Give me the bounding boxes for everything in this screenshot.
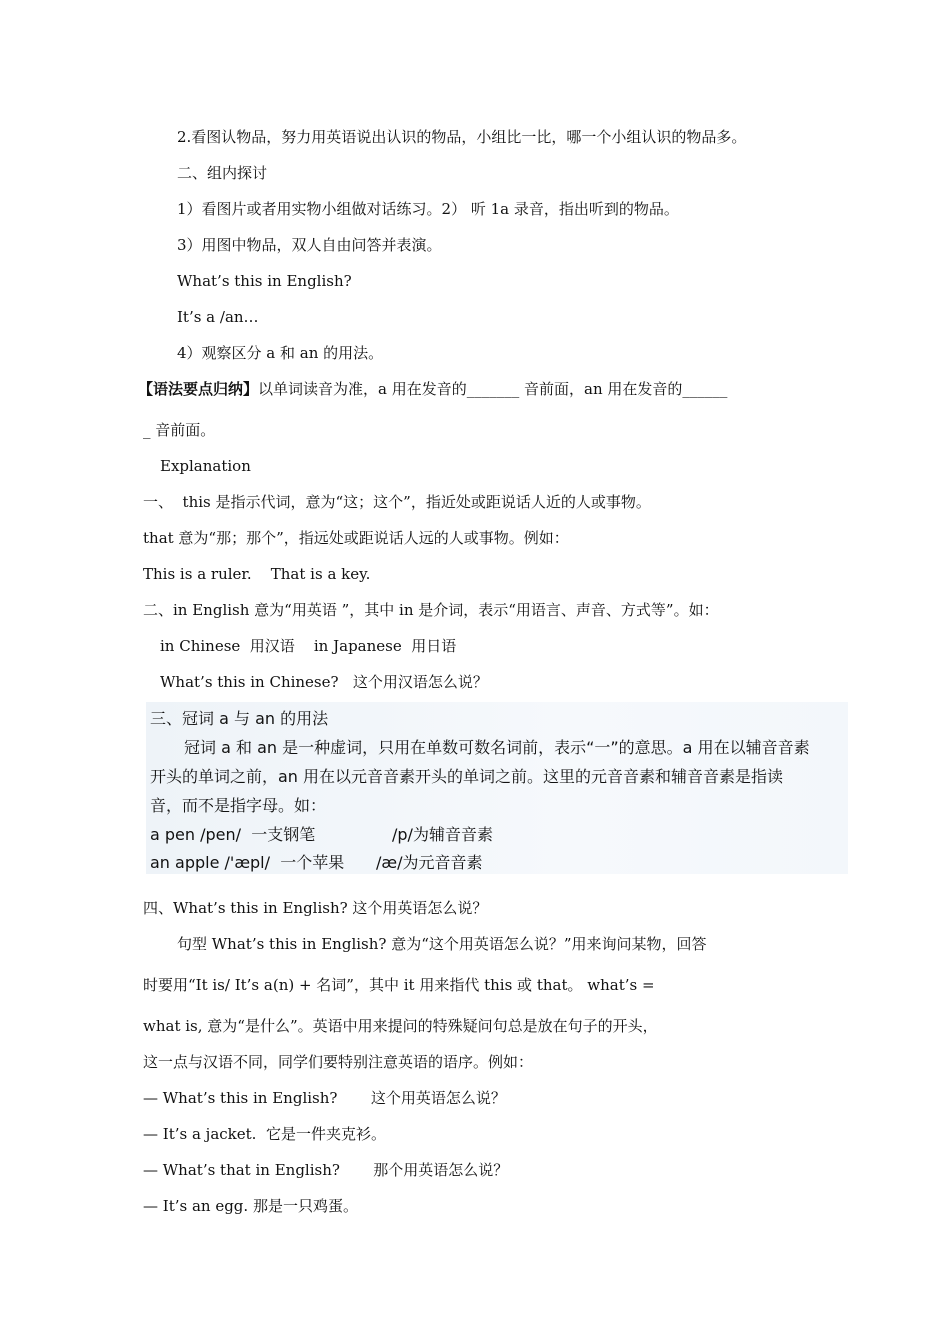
explanation-line: 句型 What’s this in English? 意为“这个用英语怎么说？”用来询问某物，回答	[177, 935, 707, 953]
section-heading: 二、组内探讨	[177, 164, 268, 182]
instruction-line: 3）用图中物品，双人自由问答并表演。	[177, 236, 442, 254]
dialogue-line: — It’s a jacket. 它是一件夹克衫。	[143, 1125, 386, 1143]
instruction-line: 4）观察区分 a 和 an 的用法。	[177, 344, 384, 362]
example-sentence: in Chinese 用汉语 in Japanese 用日语	[160, 637, 457, 655]
grammar-label: 【语法要点归纳】	[138, 380, 259, 398]
explanation-line: 这一点与汉语不同，同学们要特别注意英语的语序。例如：	[143, 1053, 534, 1071]
box-line: 音，而不是指字母。如：	[150, 796, 327, 815]
grammar-summary	[138, 379, 727, 399]
explanation-line: 一、 this 是指示代词，意为“这；这个”，指近处或距说话人近的人或事物。	[143, 493, 651, 511]
grammar-continuation: _ 音前面。	[143, 421, 216, 439]
instruction-line: 2.看图认物品，努力用英语说出认识的物品，小组比一比，哪一个小组认识的物品多。	[177, 128, 747, 146]
dialogue-line: — It’s an egg. 那是一只鸡蛋。	[143, 1197, 358, 1215]
example-sentence: It’s a /an…	[177, 308, 259, 326]
instruction-line: 1）看图片或者用实物小组做对话练习。2） 听 1a 录音，指出听到的物品。	[177, 200, 679, 218]
box-line: 开头的单词之前，an 用在以元音音素开头的单词之前。这里的元音音素和辅音音素是指读	[150, 767, 784, 786]
example-sentence: What’s this in English?	[177, 272, 352, 290]
box-example-note: /p/为辅音音素	[392, 825, 493, 844]
box-example: a pen /pen/ 一支钢笔	[150, 825, 316, 844]
explanation-line: what is, 意为“是什么”。英语中用来提问的特殊疑问句总是放在句子的开头，	[143, 1017, 658, 1035]
article-usage-box	[146, 702, 848, 874]
dialogue-line: — What’s this in English? 这个用英语怎么说？	[143, 1089, 506, 1107]
example-sentence: This is a ruler. That is a key.	[143, 565, 371, 583]
dialogue-line: — What’s that in English? 那个用英语怎么说？	[143, 1161, 509, 1179]
explanation-heading: Explanation	[160, 457, 251, 475]
explanation-line: 时要用“It is/ It’s a(n) + 名词”，其中 it 用来指代 this 或 that。 what’s =	[143, 976, 655, 994]
box-example: an apple /'æpl/ 一个苹果	[150, 853, 345, 872]
grammar-text: 以单词读音为准，a 用在发音的_______ 音前面，an 用在发音的______	[258, 380, 728, 398]
example-sentence: What’s this in Chinese? 这个用汉语怎么说？	[160, 673, 488, 691]
section-heading: 四、What’s this in English? 这个用英语怎么说？	[143, 899, 488, 917]
box-line: 冠词 a 和 an 是一种虚词，只用在单数可数名词前，表示“一”的意思。a 用在以辅音音素	[184, 738, 810, 757]
explanation-line: that 意为“那；那个”，指远处或距说话人远的人或事物。例如：	[143, 529, 569, 547]
explanation-line: 二、in English 意为“用英语 ”，其中 in 是介词，表示“用语言、声音、方式等”。如：	[143, 601, 719, 619]
box-heading: 三、冠词 a 与 an 的用法	[150, 709, 329, 728]
box-example-note: /æ/为元音音素	[376, 853, 483, 872]
